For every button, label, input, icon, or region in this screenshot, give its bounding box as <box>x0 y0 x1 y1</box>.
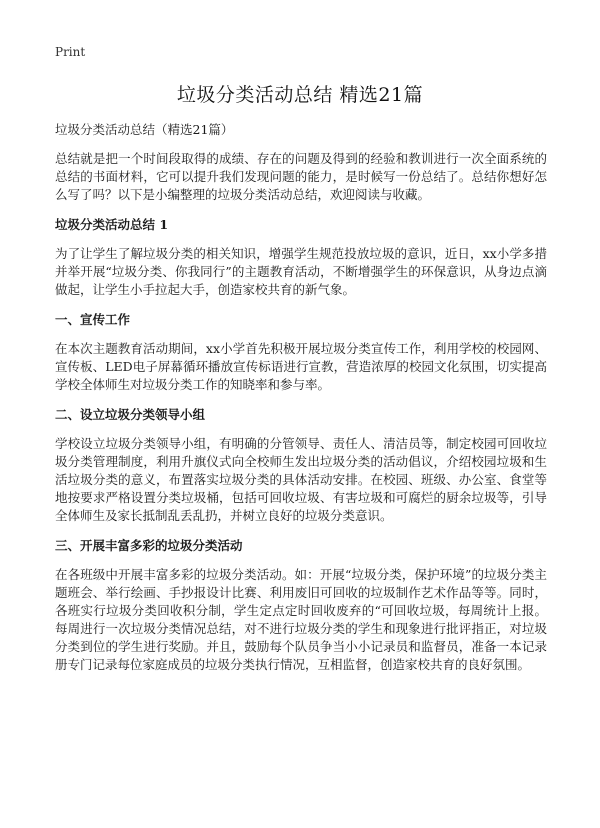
section-body-activities: 在各班级中开展丰富多彩的垃圾分类活动。如：开展“垃圾分类，保护环境”的垃圾分类主题班会、举行绘画、手抄报设计比赛、利用废旧可回收的垃圾制作艺术作品等等。同时，各班实行垃圾分类回收积分制，学生定点定时回收废弃的“可回收垃圾，每周统计上报。每周进行一次垃圾分类情况总结，对不进行垃圾分类的学生和现象进行批评指正，对垃圾分类到位的学生进行奖励。并且，鼓励每个队员争当小小记录员和监督员，准备一本记录册专门记录每位家庭成员的垃圾分类执行情况，互相监督，创造家校共育的良好氛围。 <box>55 567 547 672</box>
document-title: 垃圾分类活动总结 精选21篇 <box>176 84 424 106</box>
article-heading: 垃圾分类活动总结 1 <box>55 217 169 232</box>
section-heading-activities: 三、开展丰富多彩的垃圾分类活动 <box>55 538 243 553</box>
section-heading-publicity: 一、宣传工作 <box>55 312 131 327</box>
document-subtitle: 垃圾分类活动总结（精选21篇） <box>55 122 234 137</box>
section-body-leadership-group: 学校设立垃圾分类领导小组，有明确的分管领导、责任人、清洁员等，制定校园可回收垃圾分类管理制度，利用升旗仪式向全校师生发出垃圾分类的活动倡议，介绍校园垃圾和生活垃圾分类的意义，布置落实垃圾分类的具体活动安排。在校园、班级、办公室、食堂等地按要求严格设置分类垃圾桶，包括可回收垃圾、有害垃圾和可腐烂的厨余垃圾等，引导全体师生及家长抵制乱丢乱扔，并树立良好的垃圾分类意识。 <box>55 436 547 523</box>
section-heading-leadership-group: 二、设立垃圾分类领导小组 <box>55 407 206 422</box>
print-label: Print <box>55 45 86 59</box>
section-body-publicity: 在本次主题教育活动期间，xx小学首先积极开展垃圾分类宣传工作，利用学校的校园网、宣传板、LED电子屏幕循环播放宣传标语进行宣教，营造浓厚的校园文化氛围，切实提高学校全体师生对垃圾分类工作的知晓率和参与率。 <box>55 341 547 392</box>
intro-paragraph: 总结就是把一个时间段取得的成绩、存在的问题及得到的经验和教训进行一次全面系统的总结的书面材料，它可以提升我们发现问题的能力，是时候写一份总结了。总结你想好怎么写了吗？以下是小编整理的垃圾分类活动总结，欢迎阅读与收藏。 <box>55 151 547 202</box>
document-body <box>55 120 547 686</box>
article-intro-paragraph: 为了让学生了解垃圾分类的相关知识，增强学生规范投放垃圾的意识，近日，xx小学多措并举开展“垃圾分类、你我同行”的主题教育活动，不断增强学生的环保意识，从身边点滴做起，让学生小手拉起大手，创造家校共育的新气象。 <box>55 246 547 297</box>
